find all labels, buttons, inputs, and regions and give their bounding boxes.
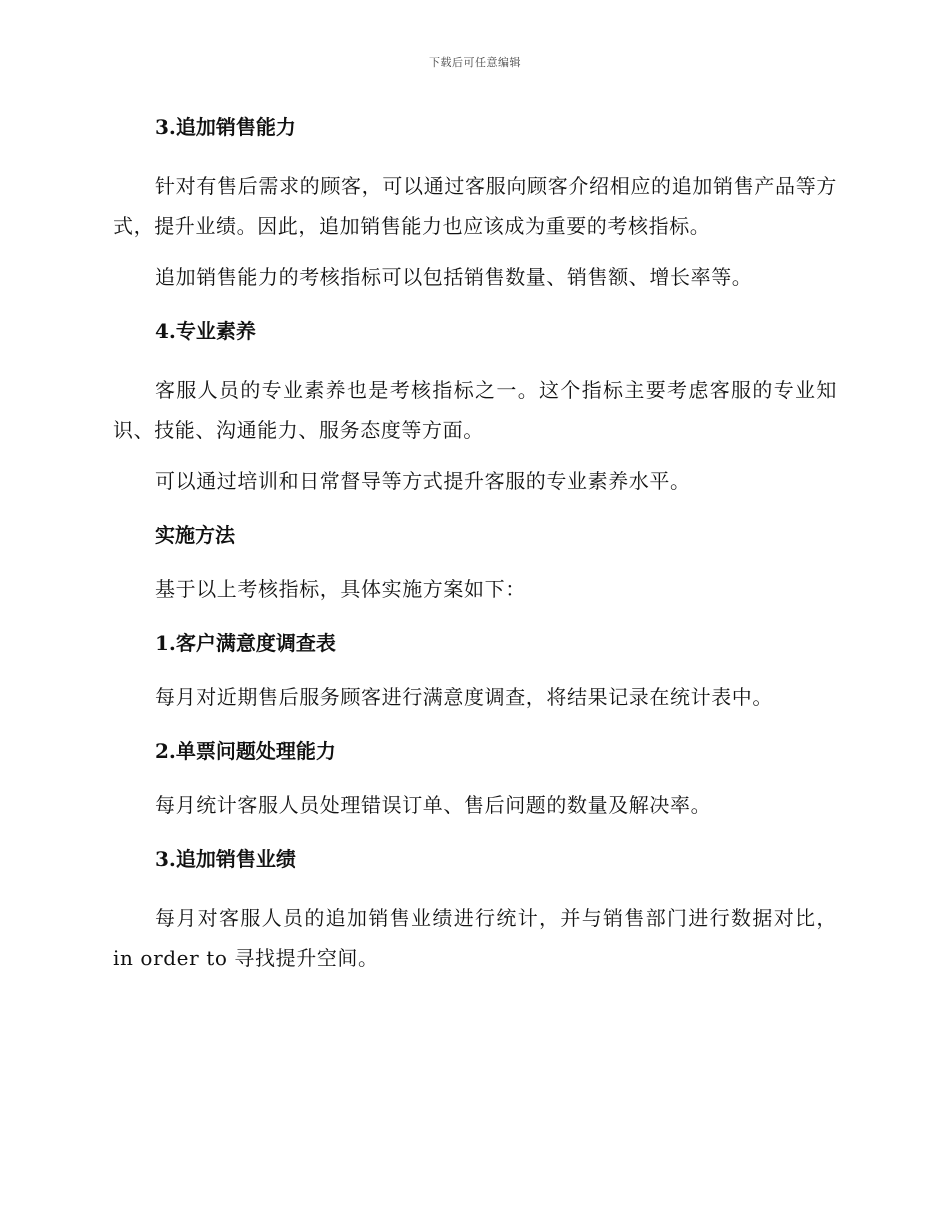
section-heading-upsell-ability: 3.追加销售能力 bbox=[155, 115, 296, 139]
paragraph-satisfaction-survey: 每月对近期售后服务顾客进行满意度调查，将结果记录在统计表中。 bbox=[155, 685, 773, 709]
section-heading-upsell-performance: 3.追加销售业绩 bbox=[155, 847, 296, 871]
paragraph-upsell-metrics: 追加销售能力的考核指标可以包括销售数量、销售额、增长率等。 bbox=[155, 265, 753, 289]
section-heading-professionalism: 4.专业素养 bbox=[155, 319, 256, 343]
running-header: 下载后可任意编辑 bbox=[429, 56, 521, 69]
section-heading-satisfaction-survey: 1.客户满意度调查表 bbox=[155, 631, 336, 655]
section-heading-implementation: 实施方法 bbox=[155, 523, 235, 547]
paragraph-professionalism-training: 可以通过培训和日常督导等方式提升客服的专业素养水平。 bbox=[155, 469, 691, 493]
document-body bbox=[113, 112, 837, 994]
paragraph-upsell-performance: 每月对客服人员的追加销售业绩进行统计，并与销售部门进行数据对比， in order to 寻找提升空间。 bbox=[113, 906, 837, 970]
paragraph-ticket-handling: 每月统计客服人员处理错误订单、售后问题的数量及解决率。 bbox=[155, 793, 712, 817]
paragraph-implementation-intro: 基于以上考核指标，具体实施方案如下： bbox=[155, 577, 526, 601]
paragraph-upsell-intro: 针对有售后需求的顾客，可以通过客服向顾客介绍相应的追加销售产品等方式，提升业绩。因此，追加销售能力也应该成为重要的考核指标。 bbox=[113, 174, 837, 238]
paragraph-professionalism-intro: 客服人员的专业素养也是考核指标之一。这个指标主要考虑客服的专业知识、技能、沟通能力、服务态度等方面。 bbox=[113, 378, 837, 442]
section-heading-ticket-handling: 2.单票问题处理能力 bbox=[155, 739, 336, 763]
